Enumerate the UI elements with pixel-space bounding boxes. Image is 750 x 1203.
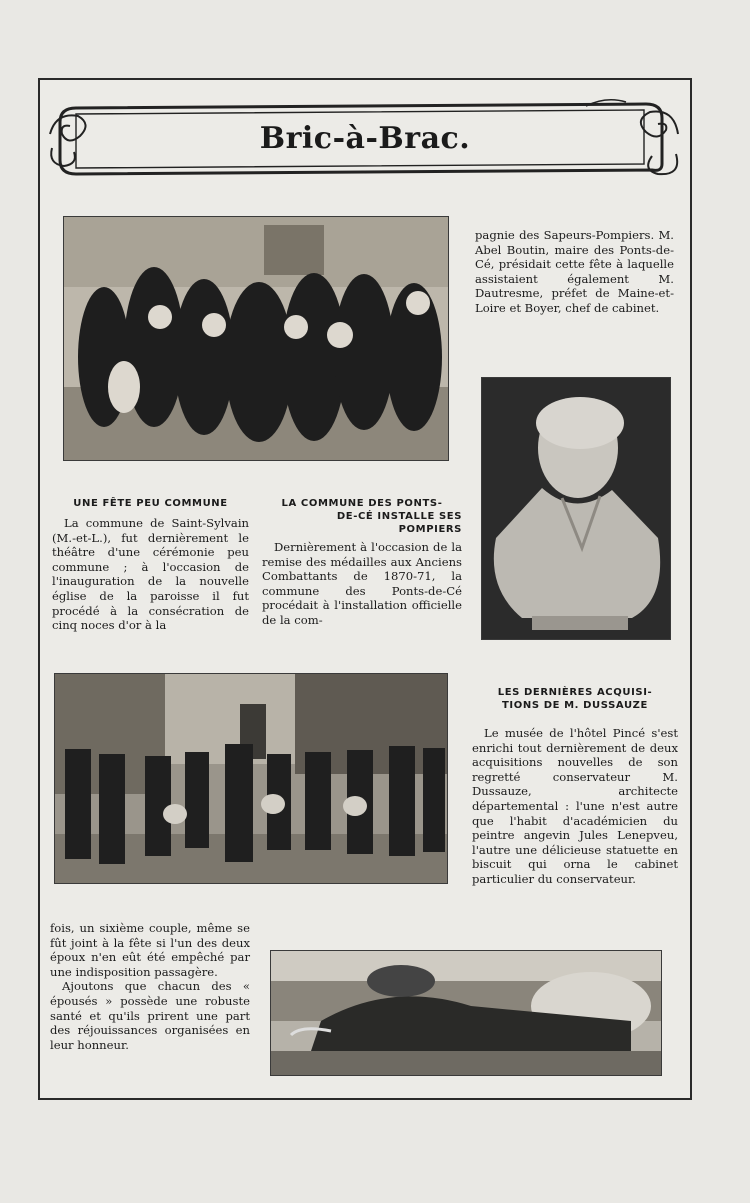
article2-continuation — [475, 228, 674, 316]
article3-heading-line1: LES DERNIÈRES ACQUISI- — [497, 687, 653, 698]
wedding-group-photo — [63, 216, 449, 461]
article1-continuation — [50, 921, 250, 1052]
article2-continuation-text: pagnie des Sapeurs-Pompiers. M. Abel Boutin, maire des Ponts-de-Cé, présidait cette fête à laquelle assistaient également M. Dautresme, préfet de Maine-et-Loire et Boyer, chef de cabinet. — [475, 228, 674, 315]
article1 — [52, 497, 249, 633]
bust-photo — [481, 377, 671, 640]
article3-text: Le musée de l'hôtel Pincé s'est enrichi tout dernièrement de deux acquisitions nouvelles de son regretté conservateur M. Dussauze, architecte départemental : l'une n'est autre que l'habit d'académicien du peintre angevin Jules Lenepveu, l'autre une délicieuse statuette en biscuit qui orna le cabinet particulier du conservateur. — [472, 726, 678, 886]
article2-text: Dernièrement à l'occasion de la remise des médailles aux Anciens Combattants de 1870-71, la commune des Ponts-de-Cé procédait à l'installation officielle de la com- — [262, 540, 462, 627]
article1-continuation-p2: Ajoutons que chacun des « épousés » possède une robuste santé et qu'ils prirent une part des réjouissances organisées en leur honneur. — [50, 979, 250, 1052]
effigy-photo — [270, 950, 662, 1076]
article1-heading: UNE FÊTE PEU COMMUNE — [73, 498, 228, 509]
article2 — [262, 497, 462, 628]
article3 — [472, 686, 678, 887]
page-title: Bric-à-Brac. — [259, 121, 471, 156]
article2-heading-line2: DE-CÉ INSTALLE SES — [336, 511, 462, 522]
article2-heading-line3: POMPIERS — [398, 524, 462, 535]
firemen-parade-photo — [54, 673, 448, 884]
article3-heading-line2: TIONS DE M. DUSSAUZE — [502, 700, 648, 711]
article1-text: La commune de Saint-Sylvain (M.-et-L.), fut dernièrement le théâtre d'une cérémonie peu commune ; à l'occasion de l'inauguration de la nouvelle église de la paroisse il fut procédé à la consécration de cinq noces d'or à la — [52, 516, 249, 633]
article1-continuation-p1: fois, un sixième couple, même se fût joint à la fête si l'un des deux époux n'en eût été empêché par une indisposition passagère. — [50, 921, 250, 979]
article2-heading-line1: LA COMMUNE DES PONTS- — [281, 498, 443, 509]
